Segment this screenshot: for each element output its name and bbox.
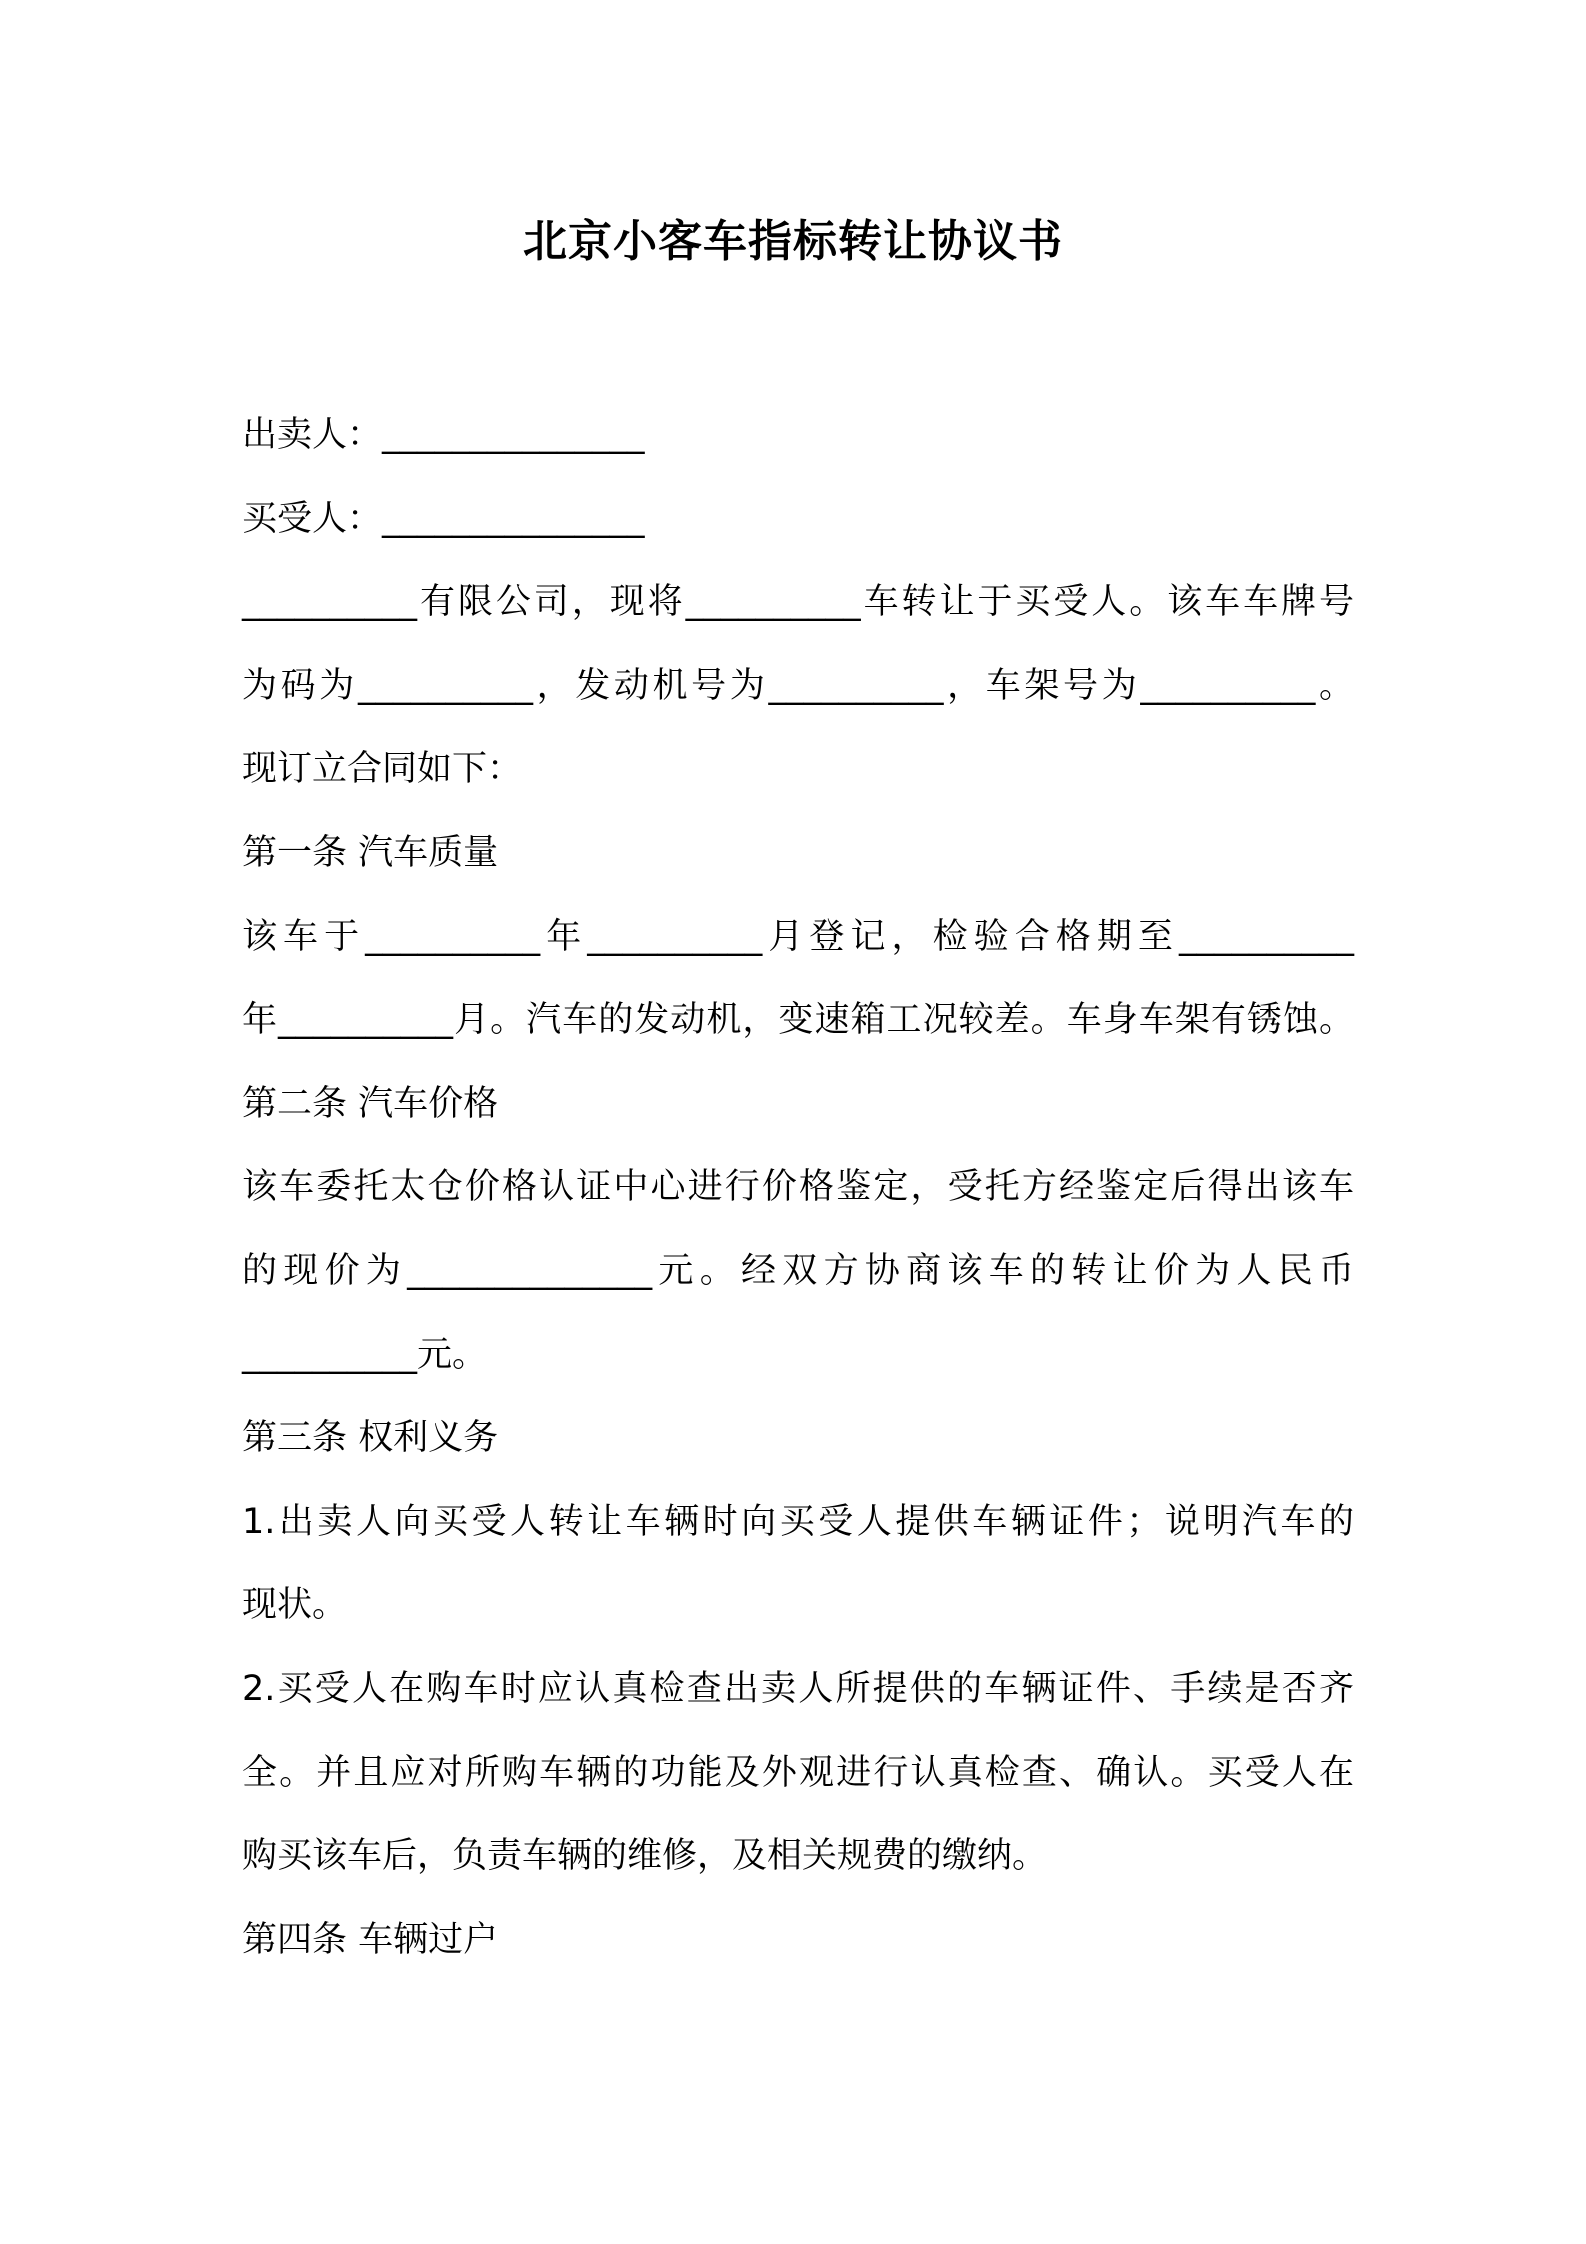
paragraph-line: 现订立合同如下： <box>242 749 523 790</box>
paragraph-line: 为码为__________，发动机号为__________，车架号为__________。 <box>242 665 1354 706</box>
seller-line: 出卖人：_______________ <box>242 415 645 455</box>
paragraph-line: 该车于__________年__________月登记，检验合格期至__________ <box>242 916 1354 957</box>
paragraph-line: 该车委托太仓价格认证中心进行价格鉴定，受托方经鉴定后得出该车 <box>242 1167 1354 1208</box>
paragraph-line: 2.买受人在购车时应认真检查出卖人所提供的车辆证件、手续是否齐 <box>242 1668 1354 1709</box>
article-heading: 第二条 汽车价格 <box>242 1083 499 1124</box>
paragraph-line: 的现价为______________元。经双方协商该车的转让价为人民币 <box>242 1250 1354 1291</box>
document-body <box>242 405 1354 1993</box>
buyer-line: 买受人：_______________ <box>242 498 645 539</box>
article-heading: 第一条 汽车质量 <box>242 832 499 873</box>
article-heading: 第三条 权利义务 <box>242 1418 499 1459</box>
document-title: 北京小客车指标转让协议书 <box>523 216 1063 267</box>
paragraph-line: 购买该车后，负责车辆的维修，及相关规费的缴纳。 <box>242 1836 1048 1877</box>
paragraph-line: 1.出卖人向买受人转让车辆时向买受人提供车辆证件；说明汽车的 <box>242 1501 1354 1542</box>
article-heading: 第四条 车辆过户 <box>242 1919 499 1960</box>
paragraph-line: __________有限公司，现将__________车转让于买受人。该车车牌号 <box>242 582 1354 623</box>
paragraph-line: 年__________月。汽车的发动机，变速箱工况较差。车身车架有锈蚀。 <box>242 1000 1354 1041</box>
paragraph-line: 全。并且应对所购车辆的功能及外观进行认真检查、确认。买受人在 <box>242 1752 1354 1793</box>
paragraph-line: __________元。 <box>242 1334 488 1375</box>
paragraph-line: 现状。 <box>242 1585 348 1626</box>
